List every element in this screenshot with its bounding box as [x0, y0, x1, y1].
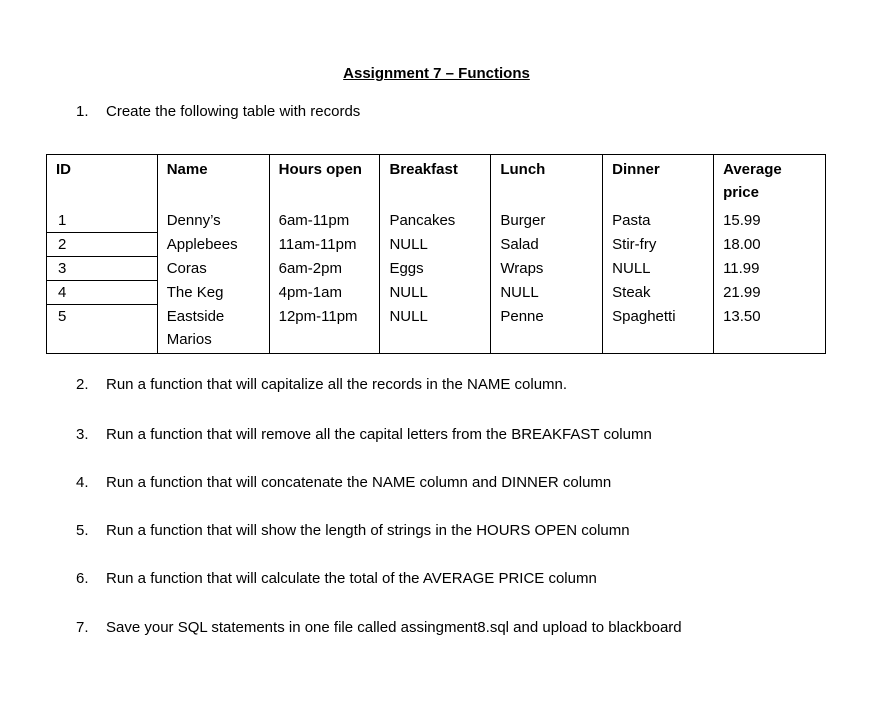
cell-average-price: 21.99 — [714, 281, 826, 305]
instruction-4 — [76, 474, 611, 491]
cell-dinner: Stir-fry — [603, 233, 714, 257]
instruction-text: Run a function that will capitalize all the records in the NAME column. — [106, 376, 568, 393]
cell-breakfast: NULL — [380, 233, 491, 257]
cell-dinner: Pasta — [603, 207, 714, 233]
cell-dinner: Steak — [603, 281, 714, 305]
records-table — [46, 154, 826, 354]
cell-lunch: Penne — [491, 305, 603, 354]
instruction-text: Create the following table with records — [106, 103, 361, 120]
cell-average-price: 18.00 — [714, 233, 826, 257]
cell-lunch: NULL — [491, 281, 603, 305]
cell-hours-open: 11am-11pm — [269, 233, 380, 257]
cell-id: 3 — [47, 257, 158, 281]
cell-name: The Keg — [157, 281, 269, 305]
instruction-2 — [76, 376, 567, 393]
cell-breakfast: Pancakes — [380, 207, 491, 233]
header-average-price: Average price — [714, 155, 826, 208]
header-name: Name — [157, 155, 269, 208]
cell-average-price: 13.50 — [714, 305, 826, 354]
table-row — [47, 257, 826, 281]
cell-dinner: NULL — [603, 257, 714, 281]
cell-id: 4 — [47, 281, 158, 305]
cell-name: Coras — [157, 257, 269, 281]
cell-lunch: Wraps — [491, 257, 603, 281]
cell-name: Denny’s — [157, 207, 269, 233]
cell-id: 5 — [47, 305, 158, 354]
cell-average-price: 11.99 — [714, 257, 826, 281]
instruction-number: 3. — [76, 426, 89, 443]
instruction-1 — [76, 103, 360, 120]
cell-average-price: 15.99 — [714, 207, 826, 233]
instruction-6 — [76, 570, 597, 587]
page-title: Assignment 7 – Functions — [343, 65, 530, 82]
instruction-3 — [76, 426, 652, 443]
table-row — [47, 281, 826, 305]
instruction-text: Run a function that will show the length of strings in the HOURS OPEN column — [106, 522, 630, 539]
instruction-text: Run a function that will concatenate the NAME column and DINNER column — [106, 474, 612, 491]
instruction-number: 1. — [76, 103, 89, 120]
cell-hours-open: 6am-2pm — [269, 257, 380, 281]
header-lunch: Lunch — [491, 155, 603, 208]
instruction-text: Run a function that will remove all the capital letters from the BREAKFAST column — [106, 426, 652, 443]
instruction-7 — [76, 619, 682, 636]
table-row — [47, 207, 826, 233]
cell-dinner: Spaghetti — [603, 305, 714, 354]
cell-lunch: Salad — [491, 233, 603, 257]
cell-hours-open: 12pm-11pm — [269, 305, 380, 354]
cell-breakfast: NULL — [380, 305, 491, 354]
instruction-number: 5. — [76, 522, 89, 539]
cell-breakfast: NULL — [380, 281, 491, 305]
cell-name: Eastside Marios — [157, 305, 269, 354]
cell-id: 1 — [47, 207, 158, 233]
instruction-number: 4. — [76, 474, 89, 491]
instruction-5 — [76, 522, 630, 539]
cell-id: 2 — [47, 233, 158, 257]
instruction-text: Run a function that will calculate the total of the AVERAGE PRICE column — [106, 570, 597, 587]
instruction-number: 6. — [76, 570, 89, 587]
instruction-number: 2. — [76, 376, 89, 393]
table-row — [47, 305, 826, 354]
cell-hours-open: 6am-11pm — [269, 207, 380, 233]
header-breakfast: Breakfast — [380, 155, 491, 208]
cell-name: Applebees — [157, 233, 269, 257]
cell-breakfast: Eggs — [380, 257, 491, 281]
header-hours-open: Hours open — [269, 155, 380, 208]
table-header-row — [47, 155, 826, 208]
table-row — [47, 233, 826, 257]
cell-lunch: Burger — [491, 207, 603, 233]
cell-hours-open: 4pm-1am — [269, 281, 380, 305]
instruction-number: 7. — [76, 619, 89, 636]
header-dinner: Dinner — [603, 155, 714, 208]
instruction-text: Save your SQL statements in one file called assingment8.sql and upload to blackboard — [106, 619, 682, 636]
header-id: ID — [47, 155, 158, 208]
